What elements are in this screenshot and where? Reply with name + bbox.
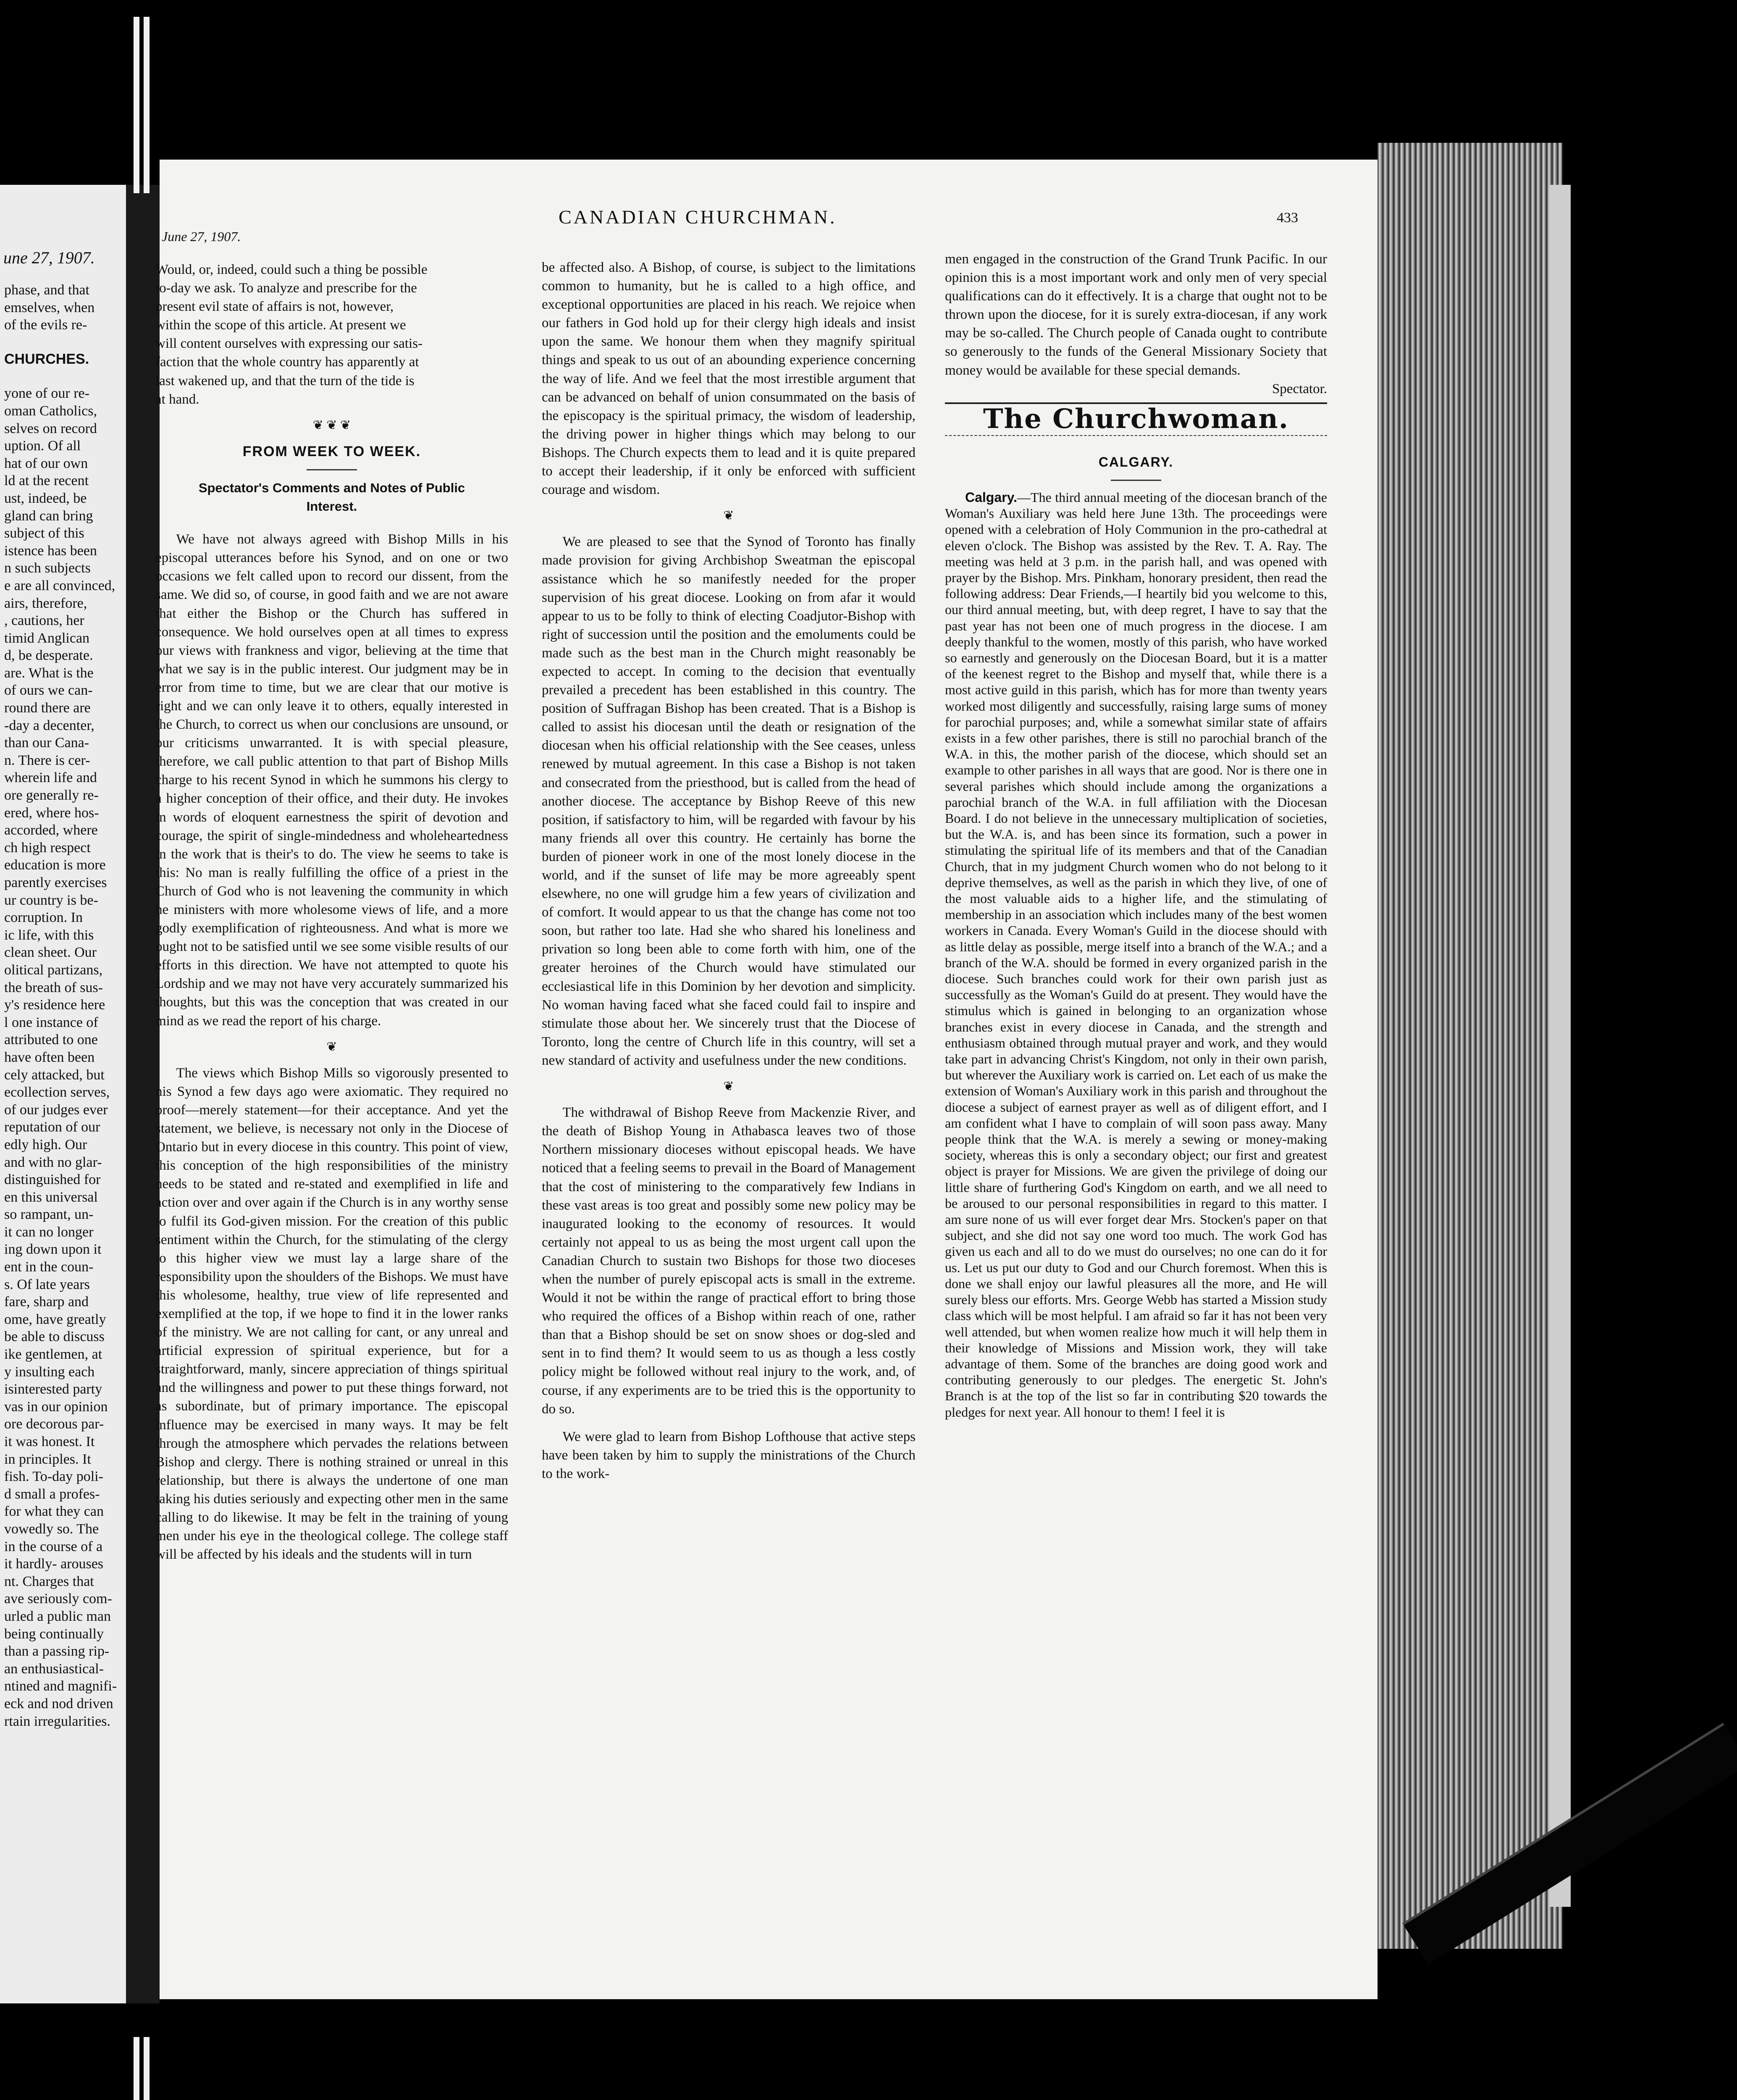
left-page-line: ntined and magnifi- [4,1678,117,1694]
left-page-line: nt. Charges that [4,1573,94,1589]
left-page-line: of the evils re- [4,317,87,333]
page-number: 433 [1277,210,1298,226]
left-page-line: corruption. In [4,910,83,926]
left-page-line: attributed to one [4,1032,98,1048]
left-page-line: in the course of a [4,1538,103,1554]
column-3 [945,250,1327,1420]
left-page-line: ust, indeed, be [4,490,87,506]
left-page-line: of ours we can- [4,682,93,698]
left-page-line: for what they can [4,1504,104,1520]
left-page-line: the breath of sus- [4,979,103,995]
left-page-line: ave seriously com- [4,1591,112,1607]
left-page-line: timid Anglican [4,630,90,646]
ornament: ❦ [326,1040,337,1054]
left-page-line: of our judges ever [4,1102,108,1118]
left-page-line: d small a profes- [4,1486,100,1502]
left-page-line: istence has been [4,543,97,559]
text-line: to-day we ask. To analyze and prescribe for the [155,281,417,296]
left-page-line: gland can bring [4,508,93,524]
left-page-line: ur country is be- [4,892,98,908]
left-page-line: y insulting each [4,1364,95,1380]
paragraph: be affected also. A Bishop, of course, is subject to the limitations common to humanity, but he is called to a high office, and exceptional opportunities are placed in his reach. We rejoice when our fathers in God hold up for their clergy high ideals and insist upon the same. We honour them when they magnify spiritual things and speak to us out of an abounding experience concerning the way of life. And we feel that the most irrestible argument that can be advanced on behalf of union consummated on the basis of the episcopacy is the spiritual primacy, the wisdom of leadership, the driving power in higher things which may belong to our Bishops. The Church expects them to lead and it is quite prepared to accept their leadership, if it only be enforced with sufficient courage and wisdom. [542,260,916,498]
left-page-line: ent in the coun- [4,1259,94,1275]
column-2 [542,258,916,1483]
paragraph-body: —The third annual meeting of the diocesan branch of the Woman's Auxiliary was held here June 13th. The proceedings were opened with a celebration of Holy Communion in the pro-cathedral at eleven o'clock. The Bishop was assisted by the Rev. T. A. Ray. The meeting was held at 3 p.m. in the parish hall, and was opened with prayer by the Bishop. Mrs. Pinkham, honorary president, then read the following address: Dear Friends,—I heartily bid you welcome to this, our third annual meeting, but, with deep regret, I have to say that the past year has not been one of much progress in the diocese. I am deeply thankful to the women, mostly of this parish, who have worked so earnestly and generously on the Diocesan Board, but it is a matter of the keenest regret to the Bishop and myself that, while there is a most active guild in this parish, which has for more than twenty years worked most diligently and successfully, raising large sums of money for parochial purposes; and, while a somewhat similar state of affairs exists in a few other parishes, there is still no parochial branch of the W.A. in this, the mother parish of the diocese, which should set an example to other parishes in all ways that are good. Nor is there one in several parishes which should include among the organizations a parochial branch of the W.A. in full affiliation with the Diocesan Board. I do not believe in the unnecessary multiplication of societies, but the W.A. is, and has been since its formation, such a power in stimulating the spiritual life of its members and that of the Canadian Church, that in my judgment Church women who do not belong to it deprive themselves, as well as the parish in which they live, of one of the most valuable aids to a higher life, and the stimulating of membership in an association which includes many of the best women workers in Canada. Every Woman's Guild in the diocese should with as little delay as possible, merge itself into a branch of the W.A.; and a branch of the W.A. should be formed in every organized parish in the diocese. Such branches could work for their own parish just as successfully as the Woman's Guild do at present. They would have the stimulus which is gained in belonging to an organization whose branches exist in every diocese in Canada, and the strength and enthusiasm obtained through mutual prayer and work, and they would take part in advancing Christ's Kingdom, not only in their own parish, but wherever the Auxiliary work is carried on. Let each of us make the extension of Woman's Auxiliary work in this parish and throughout the diocese a subject of earnest prayer as well as of diligent effort, and I am confident what I have to complain of will soon pass away. Many people think that the W.A. is merely a sewing or money-making society, whereas this is only a secondary object; our first and greatest object is prayer for Missions. We are given the privilege of doing our little share of furthering God's Kingdom on earth, and we all need to be aroused to our personal responsibilities in regard to this matter. I am sure none of us will ever forget dear Mrs. Stocken's paper on that subject, and she did not say one word too much. The work God has given us each and all to do we must do ourselves; no one can do it for us. Let us put our duty to God and our Church foremost. When this is done we shall enjoy our lawful pleasures all the more, and He will surely bless our efforts. Mrs. George Webb has started a Mission study class which will be most helpful. I am afraid so far it has not been very well attended, but when women realize how much it will help them in their knowledge of Missions and Mission work, they will take advantage of them. Some of the branches are doing good work and contributing generously to our pledges. The energetic St. John's Branch is at the top of the list so far in contributing $20 towards the pledges for next year. All honour to them! I feel it is [945,489,1327,1420]
left-page-line: cely attacked, but [4,1067,105,1083]
left-page-line: -day a decenter, [4,717,94,733]
text-line: present evil state of affairs is not, however, [155,299,394,315]
col1-opening-lines [155,260,508,409]
text-line: last wakened up, and that the turn of the tide is [155,373,415,388]
left-page-line: it was honest. It [4,1434,95,1449]
left-page-line: ike gentlemen, at [4,1347,102,1362]
column-1 [155,260,508,1564]
divider [1111,480,1161,481]
section-title: The Churchwoman. [983,403,1289,435]
left-page-date: une 27, 1907. [3,248,95,267]
left-page-line: hat of our own [4,455,88,471]
paragraph: We were glad to learn from Bishop Lofthouse that active steps have been taken by him to supply the ministrations of the Church to the work- [542,1429,916,1481]
left-page-line: y's residence here [4,997,105,1013]
left-page-line: it hardly- arouses [4,1556,104,1572]
left-page-line: e are all convinced, [4,578,115,593]
left-page-line: uption. Of all [4,438,81,454]
divider [307,469,357,470]
left-page-line: accorded, where [4,822,98,838]
left-page-line: round there are [4,700,91,716]
left-page-line: are. What is the [4,665,94,681]
left-page-line: rtain irregularities. [4,1713,111,1729]
left-page-line: edly high. Our [4,1137,87,1152]
left-page-line: distinguished for [4,1172,101,1188]
left-page-line: ch high respect [4,840,91,856]
text-line: Would, or, indeed, could such a thing be possible [155,262,428,277]
left-page-line: l one instance of [4,1014,98,1030]
running-title: CANADIAN CHURCHMAN. [559,206,837,228]
left-page-line: en this universal [4,1189,98,1205]
left-page-line: emselves, when [4,299,95,315]
paragraph: men engaged in the construction of the Grand Trunk Pacific. In our opinion this is a most important work and only men of very special qualifications can do it effectively. It is a charge that ought not to be thrown upon the diocese, for it is surely extra-diocesan, if any work may be so-called. The Church people of Canada ought to contribute so generously to the funds of the General Missionary Society that money would be available for these special demands. [945,252,1327,378]
page-stack-edge [1550,185,1571,1907]
left-page-line: d, be desperate. [4,648,93,664]
book-gutter [126,185,160,2003]
left-page-line: n. There is cer- [4,752,90,768]
left-page-line: than a passing rip- [4,1643,110,1659]
left-page-line: be able to discuss [4,1329,105,1345]
binding-mark [144,17,150,193]
left-page-line: ore decorous par- [4,1416,104,1432]
binding-mark [134,17,139,193]
left-page-line: it can no longer [4,1224,94,1240]
left-page-line: being continually [4,1626,104,1642]
signature: Spectator. [1272,381,1327,396]
left-page-line: oman Catholics, [4,403,97,419]
left-page-line: clean sheet. Our [4,945,97,961]
left-page-line: olitical partizans, [4,962,103,978]
left-page-line: , cautions, her [4,613,84,629]
left-page-line: so rampant, un- [4,1207,94,1223]
left-page-line: ome, have greatly [4,1311,106,1327]
left-page-line: fare, sharp and [4,1294,89,1310]
left-page-line: isinterested party [4,1381,102,1397]
section-subheading: Spectator's Comments and Notes of Public Interest. [198,480,465,514]
left-page-line: parently exercises [4,875,107,890]
divider [945,435,1327,436]
left-page-line: ered, where hos- [4,805,99,821]
left-page-line: reputation of our [4,1119,100,1135]
left-page-line: fish. To-day poli- [4,1469,103,1485]
subsection-heading: CALGARY. [1098,454,1174,470]
left-page-line: yone of our re- [4,386,89,402]
left-page-line: than our Cana- [4,735,89,751]
left-page-line: have often been [4,1049,95,1065]
lead-word: Calgary. [965,489,1017,505]
left-page-line: ecollection serves, [4,1084,110,1100]
text-line: faction that the whole country has apparently at [155,354,419,370]
binding-mark [144,2037,150,2100]
text-line: at hand. [155,391,199,407]
paragraph: We have not always agreed with Bishop Mills in his episcopal utterances before his Synod, and on one or two occasions we felt called upon to record our dissent, from the same. We did so, of course, in good faith and we are not aware that either the Bishop or the Church has suffered in consequence. We hold ourselves open at all times to express our views with frankness and vigor, believing at the time that what we say is in the public interest. Our judgment may be in error from time to time, but we are clear that our motive is right and we can only leave it to others, equally interested in the Church, to correct us when our conclusions are unsound, or our criticisms unwarranted. It is with special pleasure, therefore, we call public attention to that part of Bishop Mills charge to his recent Synod in which he summons his clergy to a higher conception of their office, and their duty. He invokes in words of eloquent earnestness the spirit of devotion and courage, the spirit of single-mindedness and wholeheartedness in the work that is their's to do. The view he seems to take is this: No man is really fulfilling the office of a priest in the Church of God who is not leavening the community in which he ministers with more wholesome views of life, and a more godly exemplification of righteousness. And what is more we ought not to be satisfied until we see some visible results of our efforts in this direction. We have not attempted to quote his Lordship and we may not have very accurately summarized his thoughts, but this was the conception that was created in our mind as we read the report of his charge. [155,532,508,1029]
left-page-line: eck and nod driven [4,1696,113,1712]
left-page-line: CHURCHES. [4,351,89,367]
left-page-line: ic life, with this [4,927,94,943]
page-stack-edge [1378,143,1562,1949]
left-page-line: an enthusiastical- [4,1661,104,1677]
ornament: ❦ [723,509,734,523]
ornament: ❦ ❦ ❦ [312,418,351,432]
left-page-line: selves on record [4,420,97,436]
section-heading: FROM WEEK TO WEEK. [242,443,421,459]
left-page-line: and with no glar- [4,1154,102,1170]
left-page-line: vas in our opinion [4,1399,108,1415]
left-page-text [4,281,122,1730]
left-page-line: wherein life and [4,770,97,786]
left-page-line: ing down upon it [4,1242,102,1257]
ornament: ❦ [723,1079,734,1094]
left-page-line: s. Of late years [4,1276,90,1292]
left-page-line: vowedly so. The [4,1521,99,1537]
left-page-line: airs, therefore, [4,595,87,611]
left-page-line: ore generally re- [4,788,99,803]
left-page-line: ld at the recent [4,473,89,489]
text-line: will content ourselves with expressing our satis- [155,336,423,352]
left-page-line: phase, and that [4,282,89,298]
page-date: June 27, 1907. [162,229,241,244]
binding-mark [134,2037,139,2100]
paragraph: We are pleased to see that the Synod of Toronto has finally made provision for giving Archbishop Sweatman the episcopal assistance which he so manifestly needed for the proper supervision of his great diocese. Looking on from afar it would appear to us to be folly to think of electing Coadjutor-Bishop with right of succession until the position and the emoluments could be made such as the best man in the Church might reasonably be expected to accept. In coming to the decision that eventually prevailed a precedent has been established in this country. The position of Suffragan Bishop has been created. That is a Bishop is called to assist his diocesan until the death or resignation of the diocesan when his official relationship with the See ceases, unless renewed by mutual agreement. In this case a Bishop is not taken and consecrated from the priesthood, but is called from the head of another diocese. The acceptance by Bishop Reeve of this new position, if satisfactory to him, will be regarded with favour by his many friends all over this country. He certainly has borne the burden of pioneer work in one of the most lonely diocese in the world, and if the sunset of life may be more agreeably spent elsewhere, no one will grudge him a few years of civilization and of comfort. It would appear to us that the change has come not too soon, but rather too late. Had she who shared his loneliness and privation so long been able to come forth with him, one of the greater heroines of the Church would have stimulated our ecclesiastical life in this Dominion by her devotion and simplicity. No woman having faced what she faced could fail to inspire and stimulate those about her. We sincerely trust that the Diocese of Toronto, long the centre of Church life in this country, will set a new standard of activity and usefulness under the new conditions. [542,534,916,1068]
paragraph: The withdrawal of Bishop Reeve from Mackenzie River, and the death of Bishop Young in Athabasca leaves two of those Northern missionary dioceses without episcopal heads. We have noticed that a feeling seems to prevail in the Board of Management that the cost of ministering to the comparatively few Indians in these vast areas is too great and possibly some new policy may be inaugurated looking to the economy of resources. It would certainly not appeal to us as being the most urgent call upon the Canadian Church to sustain two Bishops for those two dioceses when the number of purely episcopal acts is small in the extreme. Would it not be within the range of practical effort to bring those who required the offices of a Bishop within reach of one, rather than that a Bishop should be set on snow shoes or dog-sled and sent in to find them? It would seem to us as though a less costly policy might be followed without real injury to the work, and, of course, if any experiments are to be tried this is the opportunity to do so. [542,1105,916,1417]
left-page-line: urled a public man [4,1608,111,1624]
left-page-line: subject of this [4,525,84,541]
left-page-line: in principles. It [4,1451,91,1467]
left-page-line: education is more [4,857,106,873]
text-line: within the scope of this article. At present we [155,318,406,333]
left-page-fragment [0,185,126,2003]
paragraph [945,489,1327,1420]
paragraph: The views which Bishop Mills so vigorously presented to his Synod a few days ago were axiomatic. They required no proof—merely statement—for their acceptance. And yet the statement, we believe, is necessary not only in the Diocese of Ontario but in every diocese in this country. This point of view, this conception of the high responsibilities of the ministry needs to be stated and re-stated and exemplified in life and action over and over again if the Church is in any worthy sense to fulfil its God-given mission. For the creation of this public sentiment within the Church, for the stimulating of the clergy to this higher view we must lay a large share of the responsibility upon the shoulders of the Bishops. We must have this wholesome, healthy, true view of life represented and exemplified at the top, if we hope to find it in the lower ranks of the ministry. We are not calling for cant, or any unreal and artificial expression of spiritual experience, but for a straightforward, manly, sincere appreciation of things spiritual and the willingness and power to put these things forward, not as subordinate, but of primary importance. The episcopal influence may be exercised in many ways. It may be felt through the atmosphere which pervades the relations between Bishop and clergy. There is nothing strained or unreal in this relationship, but there is always the undertone of one man taking his duties seriously and expecting other men in the same calling to do likewise. It may be felt in the training of young men under his eye in the theological college. The college staff will be affected by his ideals and the students will in turn [155,1065,508,1562]
left-page-line: n such subjects [4,560,91,576]
